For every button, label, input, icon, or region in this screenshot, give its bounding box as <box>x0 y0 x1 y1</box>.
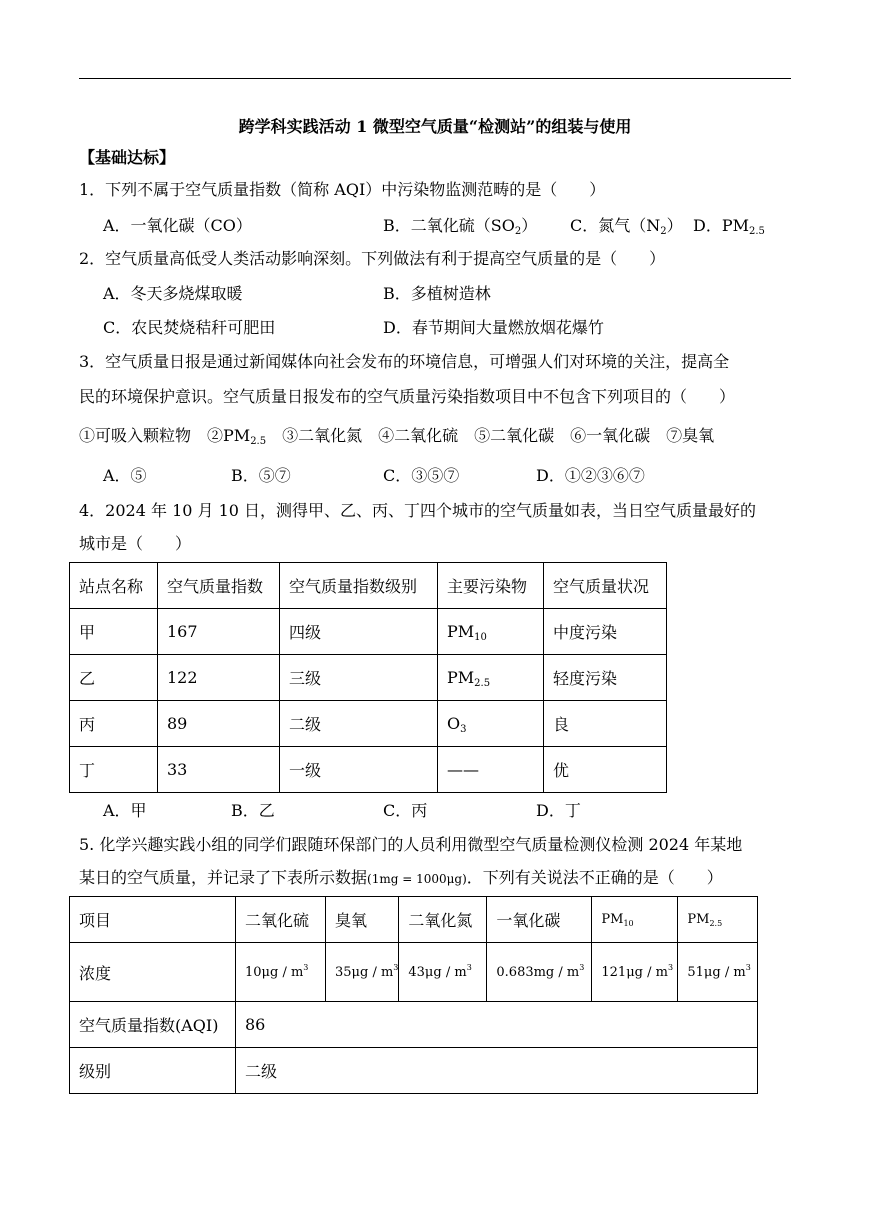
table-header-row <box>70 563 667 609</box>
level-cell: 二级 <box>280 701 438 747</box>
section-heading: 【基础达标】 <box>79 148 176 167</box>
table-row <box>70 609 667 655</box>
pollutant-cell: O3 <box>438 701 544 747</box>
item-cell: 二氧化硫 <box>236 897 326 943</box>
q3-option-b: B．⑤⑦ <box>231 466 291 485</box>
q2-option-c: C．农民焚烧秸秆可肥田 <box>103 318 276 337</box>
page-title: 跨学科实践活动 1 微型空气质量“检测站”的组装与使用 <box>238 117 632 136</box>
city-cell: 甲 <box>70 609 158 655</box>
q2-option-a: A．冬天多烧煤取暖 <box>103 284 243 303</box>
item-cell: 二氧化氮 <box>399 897 487 943</box>
q2-option-b: B．多植树造林 <box>383 284 491 303</box>
q2-option-d: D．春节期间大量燃放烟花爆竹 <box>383 318 604 337</box>
q3-stem-line2: 民的环境保护意识。空气质量日报发布的空气质量污染指数项目中不包含下列项目的（ ） <box>79 387 736 406</box>
q5-stem-line2: 某日的空气质量，并记录了下表所示数据(1mg = 1000μg)．下列有关说法不正确的是（ ） <box>79 868 723 887</box>
status-cell: 中度污染 <box>544 609 667 655</box>
status-cell: 轻度污染 <box>544 655 667 701</box>
q1-option-b: B．二氧化硫（SO2） <box>383 216 538 237</box>
row-label: 空气质量指数(AQI) <box>70 1002 236 1048</box>
row-label: 级别 <box>70 1048 236 1094</box>
conc-cell: $51\mu g / m^3$ <box>678 943 758 1002</box>
q3-option-d: D．①②③⑥⑦ <box>536 466 645 485</box>
level-cell: 一级 <box>280 747 438 793</box>
q4-option-a: A．甲 <box>103 801 147 820</box>
header-cell: 主要污染物 <box>438 563 544 609</box>
item-cell: $PM_{10}$ <box>592 897 678 943</box>
q3-items: ①可吸入颗粒物 ②PM2.5 ③二氧化氮 ④二氧化硫 ⑤二氧化碳 ⑥一氧化碳 ⑦臭氧 <box>79 426 715 447</box>
level-cell: 四级 <box>280 609 438 655</box>
city-cell: 乙 <box>70 655 158 701</box>
row-label: 项目 <box>70 897 236 943</box>
conc-cell: $10\mu g / m^3$ <box>236 943 326 1002</box>
header-cell: 空气质量指数级别 <box>280 563 438 609</box>
item-cell: 一氧化碳 <box>487 897 592 943</box>
q4-option-b: B．乙 <box>231 801 275 820</box>
measurement-table <box>69 896 758 1094</box>
header-rule <box>79 78 791 79</box>
q3-option-a: A．⑤ <box>103 466 147 485</box>
index-cell: 167 <box>158 609 280 655</box>
q2-stem: 2．空气质量高低受人类活动影响深刻。下列做法有利于提高空气质量的是（ ） <box>79 249 666 268</box>
item-cell: 臭氧 <box>326 897 399 943</box>
pollutant-cell: —— <box>438 747 544 793</box>
table-row <box>70 943 758 1002</box>
table-row <box>70 747 667 793</box>
index-cell: 33 <box>158 747 280 793</box>
q4-option-c: C．丙 <box>383 801 428 820</box>
conc-cell: $0.683mg / m^3$ <box>487 943 592 1002</box>
pollutant-cell: PM10 <box>438 609 544 655</box>
table-row <box>70 897 758 943</box>
status-cell: 优 <box>544 747 667 793</box>
header-cell: 空气质量状况 <box>544 563 667 609</box>
q4-stem-line1: 4．2024 年 10 月 10 日，测得甲、乙、丙、丁四个城市的空气质量如表，当日空气质量最好的 <box>79 501 757 520</box>
aqi-value: 86 <box>236 1002 758 1048</box>
header-cell: 站点名称 <box>70 563 158 609</box>
q1-stem: 1．下列不属于空气质量指数（简称 AQI）中污染物监测范畴的是（ ） <box>79 180 606 199</box>
q4-stem-line2: 城市是（ ） <box>79 534 192 553</box>
conc-cell: $35\mu g / m^3$ <box>326 943 399 1002</box>
conc-cell: $121\mu g / m^3$ <box>592 943 678 1002</box>
q4-option-d: D．丁 <box>536 801 581 820</box>
row-label: 浓度 <box>70 943 236 1002</box>
city-cell: 丙 <box>70 701 158 747</box>
q1-option-c: C．氮气（N2） <box>570 216 683 237</box>
index-cell: 89 <box>158 701 280 747</box>
status-cell: 良 <box>544 701 667 747</box>
table-row <box>70 1048 758 1094</box>
q1-option-d: D．PM2.5 <box>693 216 765 237</box>
item-cell: $PM_{2.5}$ <box>678 897 758 943</box>
table-row <box>70 655 667 701</box>
table-row <box>70 1002 758 1048</box>
q1-option-a: A．一氧化碳（CO） <box>103 216 252 235</box>
level-cell: 三级 <box>280 655 438 701</box>
conc-cell: $43\mu g / m^3$ <box>399 943 487 1002</box>
city-air-quality-table <box>69 562 667 793</box>
index-cell: 122 <box>158 655 280 701</box>
q3-stem-line1: 3．空气质量日报是通过新闻媒体向社会发布的环境信息，可增强人们对环境的关注，提高全 <box>79 352 730 371</box>
table-row <box>70 701 667 747</box>
level-value: 二级 <box>236 1048 758 1094</box>
q5-stem-line1: 5. 化学兴趣实践小组的同学们跟随环保部门的人员利用微型空气质量检测仪检测 2024 年某地 <box>79 835 743 854</box>
q3-option-c: C．③⑤⑦ <box>383 466 460 485</box>
pollutant-cell: PM2.5 <box>438 655 544 701</box>
city-cell: 丁 <box>70 747 158 793</box>
header-cell: 空气质量指数 <box>158 563 280 609</box>
